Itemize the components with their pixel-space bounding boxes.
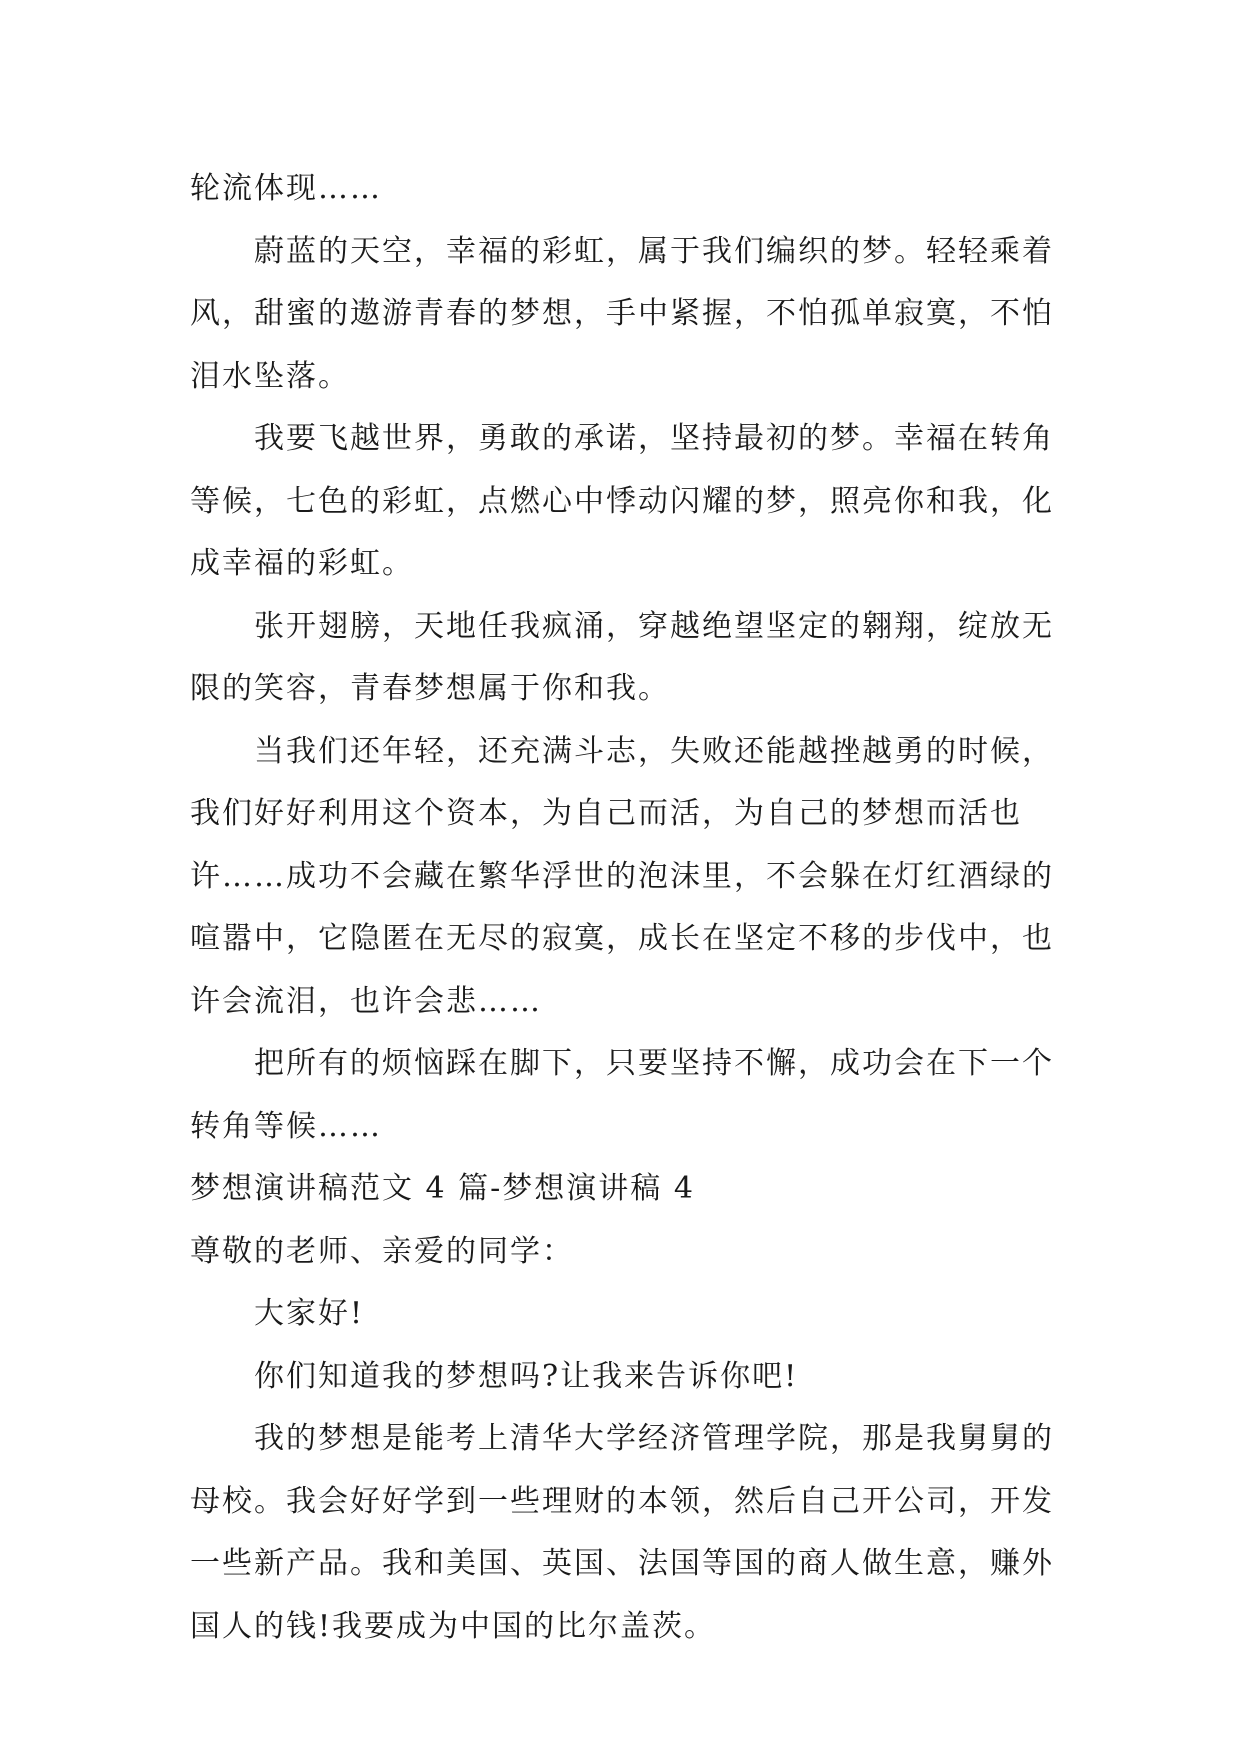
document-body xyxy=(190,158,1070,1658)
paragraph: 你们知道我的梦想吗?让我来告诉你吧! xyxy=(254,1358,799,1394)
paragraph: 张开翅膀，天地任我疯涌，穿越绝望坚定的翱翔，绽放无限的笑容，青春梦想属于你和我。 xyxy=(190,608,1054,706)
section-title: 梦想演讲稿范文 4 篇-梦想演讲稿 4 xyxy=(190,1171,695,1206)
paragraph: 把所有的烦恼踩在脚下，只要坚持不懈，成功会在下一个转角等候…… xyxy=(190,1046,1054,1144)
greeting: 大家好! xyxy=(254,1296,365,1331)
paragraph: 当我们还年轻，还充满斗志，失败还能越挫越勇的时候，我们好好利用这个资本，为自己而活，为自己的梦想而活也许……成功不会藏在繁华浮世的泡沫里，不会躲在灯红酒绿的喧嚣中，它隐匿在无尽的寂寞，成长在坚定不移的步伐中，也许会流泪，也许会悲…… xyxy=(190,733,1054,1019)
paragraph: 我要飞越世界，勇敢的承诺，坚持最初的梦。幸福在转角等候，七色的彩虹，点燃心中悸动闪耀的梦，照亮你和我，化成幸福的彩虹。 xyxy=(190,421,1054,581)
paragraph: 蔚蓝的天空，幸福的彩虹，属于我们编织的梦。轻轻乘着风，甜蜜的遨游青春的梦想，手中紧握，不怕孤单寂寞，不怕泪水坠落。 xyxy=(190,233,1054,394)
paragraph-continuation: 轮流体现…… xyxy=(190,171,382,206)
paragraph: 我的梦想是能考上清华大学经济管理学院，那是我舅舅的母校。我会好好学到一些理财的本领，然后自己开公司，开发一些新产品。我和美国、英国、法国等国的商人做生意，赚外国人的钱!我要成为中国的比尔盖茨。 xyxy=(190,1421,1054,1644)
salutation: 尊敬的老师、亲爱的同学： xyxy=(190,1233,574,1269)
